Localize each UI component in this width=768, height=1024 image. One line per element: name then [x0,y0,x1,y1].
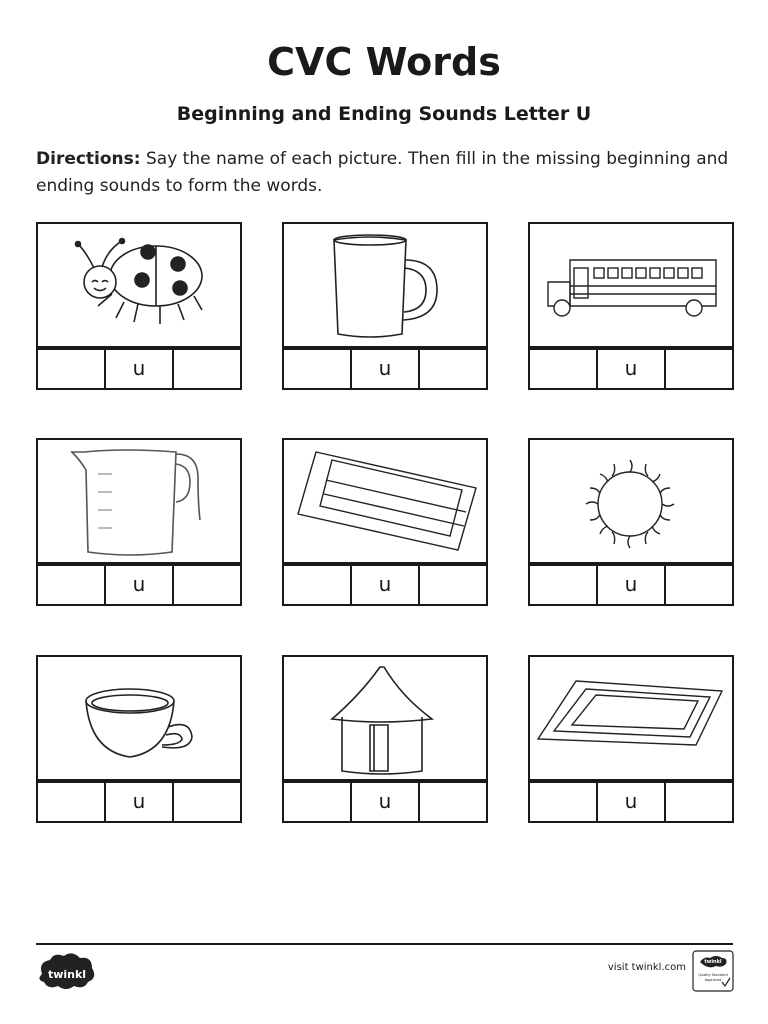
beginning-sound-box[interactable] [284,564,350,604]
picture-box [282,222,488,350]
sound-row [282,346,488,390]
word-card-3 [528,222,734,390]
twinkl-logo-text: twinkl [47,968,87,981]
sound-row [36,562,242,606]
word-card-9 [528,655,734,823]
beginning-sound-box[interactable] [38,564,104,604]
middle-vowel: u [104,348,174,388]
ending-sound-box[interactable] [174,781,240,821]
ending-sound-box[interactable] [666,564,732,604]
middle-vowel: u [104,781,174,821]
directions [36,146,736,200]
word-card-7 [36,655,242,823]
gum-icon [284,440,486,564]
visit-link[interactable]: visit twinkl.com [607,962,686,973]
sound-row [36,346,242,390]
cup-icon [38,657,240,781]
middle-vowel: u [104,564,174,604]
ending-sound-box[interactable] [666,781,732,821]
ending-sound-box[interactable] [666,348,732,388]
sound-row [528,779,734,823]
picture-box [528,438,734,566]
ending-sound-box[interactable] [174,564,240,604]
beginning-sound-box[interactable] [38,348,104,388]
middle-vowel: u [350,781,420,821]
rug-icon [530,657,732,781]
sound-row [36,779,242,823]
hut-icon [284,657,486,781]
sound-row [282,779,488,823]
directions-text: Say the name of each picture. Then fill in the missing beginning and ending sounds to form the words. [36,149,729,196]
sound-row [282,562,488,606]
middle-vowel: u [350,564,420,604]
word-card-4 [36,438,242,606]
directions-label: Directions: [36,149,141,169]
beginning-sound-box[interactable] [38,781,104,821]
picture-box [36,655,242,783]
page-title: CVC Words [267,40,501,84]
beginning-sound-box[interactable] [530,781,596,821]
footer-divider [36,943,733,945]
middle-vowel: u [350,348,420,388]
picture-box [36,438,242,566]
picture-box [282,438,488,566]
beginning-sound-box[interactable] [530,564,596,604]
beginning-sound-box[interactable] [284,781,350,821]
word-card-5 [282,438,488,606]
sound-row [528,562,734,606]
picture-box [282,655,488,783]
beginning-sound-box[interactable] [284,348,350,388]
ladybug-icon [38,224,240,348]
middle-vowel: u [596,781,666,821]
picture-box [528,655,734,783]
sound-row [528,346,734,390]
word-card-2 [282,222,488,390]
beginning-sound-box[interactable] [530,348,596,388]
picture-box [36,222,242,350]
ending-sound-box[interactable] [420,348,486,388]
middle-vowel: u [596,348,666,388]
word-card-1 [36,222,242,390]
page-subtitle: Beginning and Ending Sounds Letter U [176,103,592,125]
sun-icon [530,440,732,564]
word-card-8 [282,655,488,823]
bus-icon [530,224,732,348]
badge-brand: twinkl [704,959,722,965]
quality-badge [692,950,734,992]
twinkl-logo [36,952,98,992]
mug-icon [284,224,486,348]
badge-line-3: Approved [704,978,722,982]
word-card-6 [528,438,734,606]
ending-sound-box[interactable] [174,348,240,388]
picture-box [528,222,734,350]
jug-icon [38,440,240,564]
badge-line-2: Quality Standard [698,973,728,977]
ending-sound-box[interactable] [420,564,486,604]
middle-vowel: u [596,564,666,604]
ending-sound-box[interactable] [420,781,486,821]
